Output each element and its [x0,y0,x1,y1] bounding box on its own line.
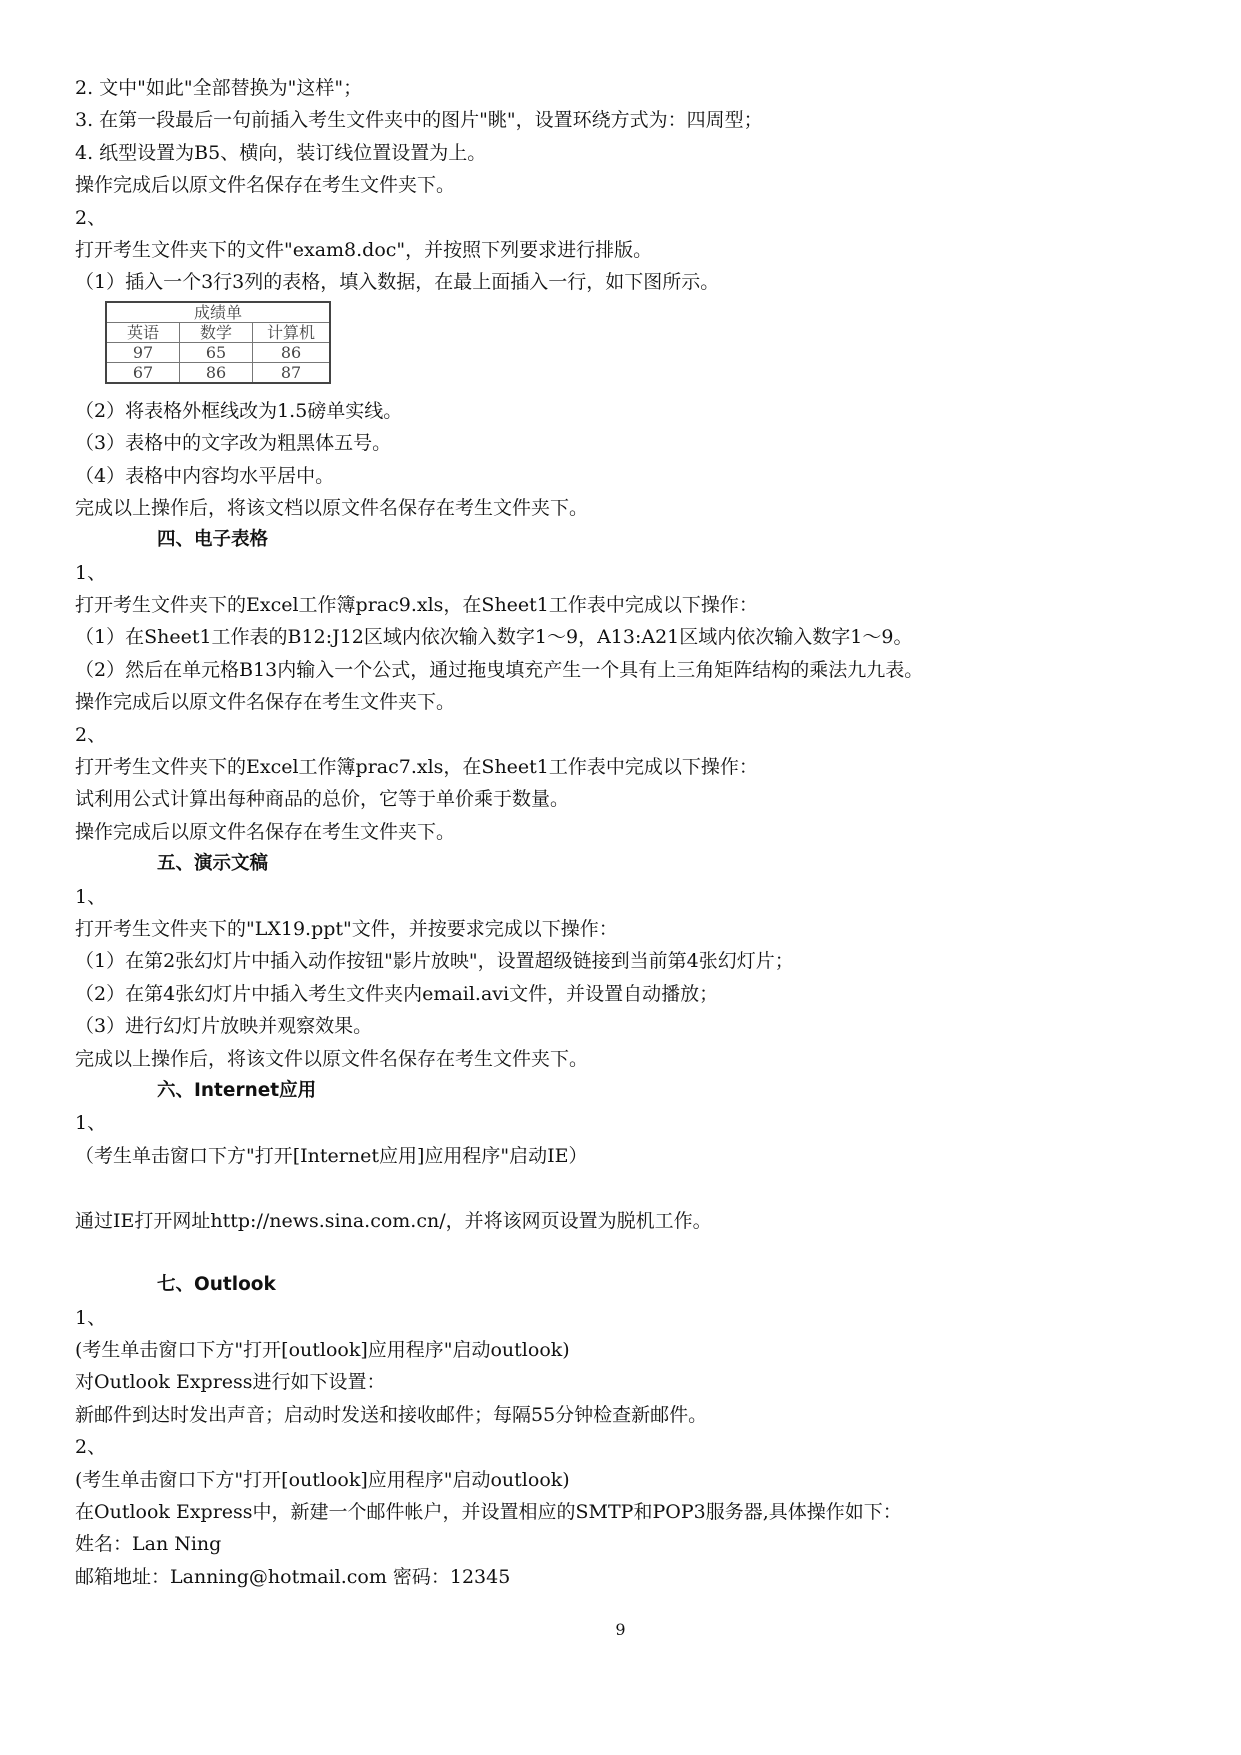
document-page [75,72,1185,1593]
score-table-figure [75,299,1185,395]
text-line: 通过IE打开网址http://news.sina.com.cn/，并将该网页设置为脱机工作。 [75,1209,712,1232]
table-row [106,322,330,342]
text-line: 姓名：Lan Ning [75,1533,222,1556]
table-header-cell: 数学 [180,322,253,342]
text-line: 对Outlook Express进行如下设置： [75,1371,386,1394]
text-line: 2. 文中"如此"全部替换为"这样"； [75,77,363,99]
text-line: 2、 [75,206,107,229]
table-cell: 87 [253,362,331,383]
section-heading: 五、演示文稿 [157,853,269,875]
table-row [106,302,330,323]
text-line: 操作完成后以原文件名保存在考生文件夹下。 [75,174,456,197]
text-line: （3）表格中的文字改为粗黑体五号。 [75,432,392,455]
table-cell: 97 [106,342,180,362]
text-line: 3. 在第一段最后一句前插入考生文件夹中的图片"眺"，设置环绕方式为：四周型； [75,109,763,132]
table-title-cell: 成绩单 [106,302,330,323]
text-line: 打开考生文件夹下的Excel工作簿prac7.xls，在Sheet1工作表中完成以下操作： [75,756,758,779]
text-line: （1）在Sheet1工作表的B12:J12区域内依次输入数字1～9，A13:A21区域内依次输入数字1～9。 [75,626,913,649]
text-line: 1、 [75,561,107,584]
text-line: (考生单击窗口下方"打开[outlook]应用程序"启动outlook) [75,1339,570,1362]
table-header-cell: 英语 [106,322,180,342]
table-cell: 67 [106,362,180,383]
table-row [106,342,330,362]
table-cell: 86 [253,342,331,362]
text-line: (考生单击窗口下方"打开[outlook]应用程序"启动outlook) [75,1468,570,1491]
text-line: （1）在第2张幻灯片中插入动作按钮"影片放映"，设置超级链接到当前第4张幻灯片； [75,950,794,973]
text-line: 邮箱地址：Lanning@hotmail.com 密码：12345 [75,1565,511,1588]
section-outlook [75,1269,1185,1593]
score-table [105,301,331,384]
text-line: （2）在第4张幻灯片中插入考生文件夹内email.avi文件，并设置自动播放； [75,982,719,1005]
text-line: 完成以上操作后，将该文件以原文件名保存在考生文件夹下。 [75,1047,589,1070]
text-line: 打开考生文件夹下的Excel工作簿prac9.xls，在Sheet1工作表中完成以下操作： [75,594,758,617]
section-spreadsheet [75,524,1185,848]
text-line: 4. 纸型设置为B5、横向，装订线位置设置为上。 [75,141,487,164]
page-number: 9 [615,1620,626,1639]
section-heading: 四、电子表格 [157,529,269,551]
text-line: 新邮件到达时发出声音；启动时发送和接收邮件；每隔55分钟检查新邮件。 [75,1403,708,1426]
text-line: 1、 [75,1306,107,1329]
text-line: （1）插入一个3行3列的表格，填入数据，在最上面插入一行，如下图所示。 [75,271,720,294]
text-line: 完成以上操作后，将该文档以原文件名保存在考生文件夹下。 [75,496,589,519]
section-heading: 七、Outlook [157,1274,276,1296]
table-cell: 86 [180,362,253,383]
blank-line [75,1172,1185,1204]
text-line: 打开考生文件夹下的"LX19.ppt"文件，并按要求完成以下操作： [75,917,618,940]
text-line: （2）将表格外框线改为1.5磅单实线。 [75,399,403,422]
text-line: 2、 [75,1436,107,1459]
text-line: 操作完成后以原文件名保存在考生文件夹下。 [75,691,456,714]
text-line: 操作完成后以原文件名保存在考生文件夹下。 [75,820,456,843]
text-line: 1、 [75,1112,107,1135]
text-line: 打开考生文件夹下的文件"exam8.doc"，并按照下列要求进行排版。 [75,238,653,261]
intro-lines [75,72,1185,299]
blank-line [75,1237,1185,1269]
text-line: （2）然后在单元格B13内输入一个公式，通过拖曳填充产生一个具有上三角矩阵结构的乘法九九表。 [75,658,924,681]
text-line: （3）进行幻灯片放映并观察效果。 [75,1015,373,1038]
text-line: 试利用公式计算出每种商品的总价，它等于单价乘于数量。 [75,788,570,811]
text-line: （4）表格中内容均水平居中。 [75,464,335,487]
table-header-cell: 计算机 [253,322,331,342]
section-heading: 六、Internet应用 [157,1079,317,1101]
table-cell: 65 [180,342,253,362]
section-presentation [75,848,1185,1075]
section-internet [75,1075,1185,1269]
text-line: 1、 [75,885,107,908]
table-row [106,362,330,383]
text-line: 在Outlook Express中，新建一个邮件帐户，并设置相应的SMTP和POP3服务器,具体操作如下： [75,1501,902,1524]
text-line: （考生单击窗口下方"打开[Internet应用]应用程序"启动IE） [75,1144,588,1167]
text-line: 2、 [75,723,107,746]
table-instructions [75,395,1185,525]
